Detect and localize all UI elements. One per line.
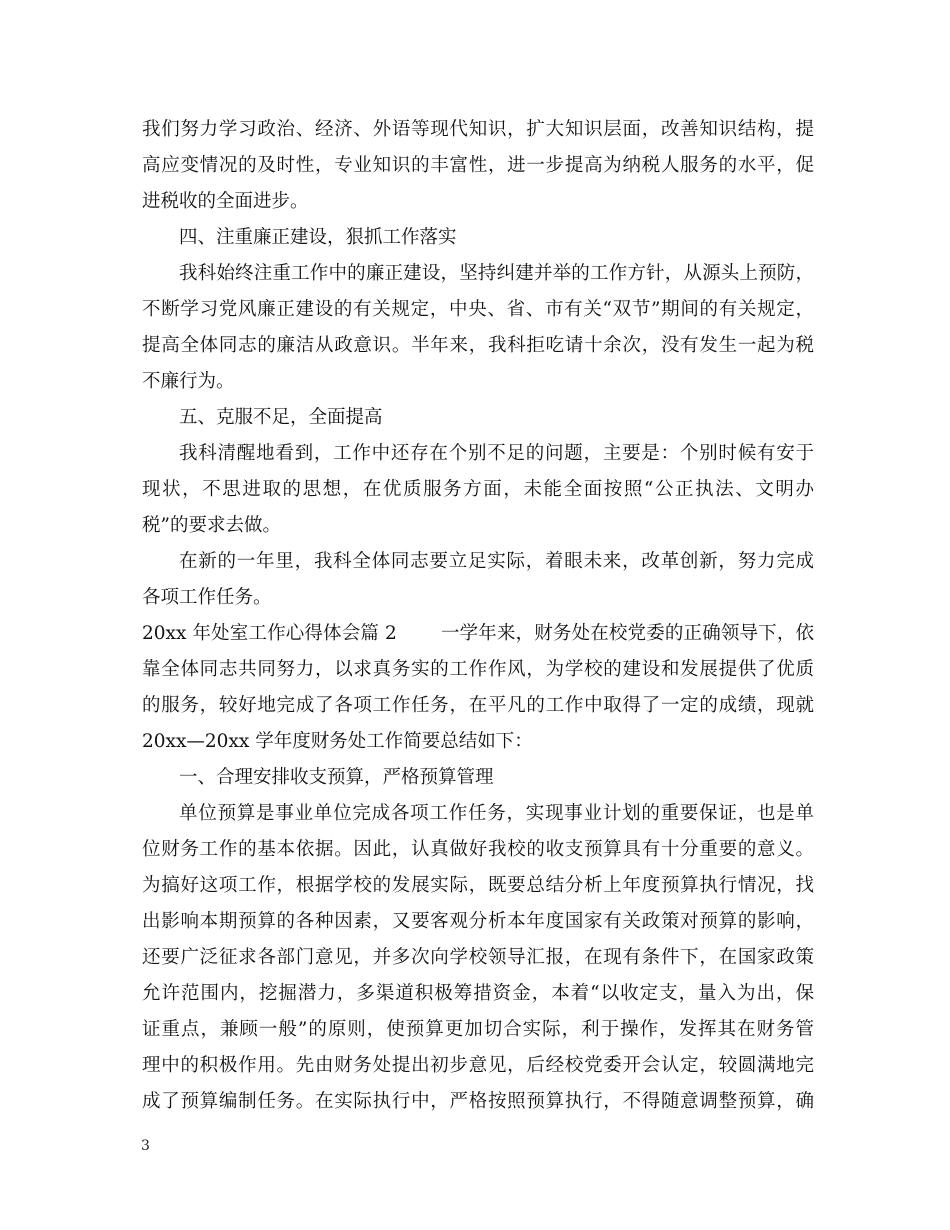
text-line: 单位预算是事业单位完成各项工作任务，实现事业计划的重要保证，也是单: [179, 803, 814, 824]
text-line: 位财务工作的基本依据。因此，认真做好我校的收支预算具有十分重要的意义。: [142, 839, 814, 860]
text-line: [142, 616, 814, 652]
text-line: 证重点，兼顾一般”的原则，使预算更加切合实际，利于操作，发挥其在财务管: [142, 1019, 814, 1040]
text-line: 在新的一年里，我科全体同志要立足实际，着眼未来，改革创新，努力完成: [179, 551, 814, 572]
text-line: 各项工作任务。: [142, 587, 272, 608]
text-line: 允许范围内，挖掘潜力，多渠道积极筹措资金，本着“以收定支，量入为出，保: [142, 983, 814, 1004]
document-page: [142, 112, 814, 1120]
section-heading: 20xx 年处室工作心得体会篇 2: [142, 623, 397, 644]
text-line: 五、克服不足，全面提高: [179, 407, 383, 428]
text-line: 高应变情况的及时性，专业知识的丰富性，进一步提高为纳税人服务的水平，促: [142, 155, 814, 176]
page-number: 3: [141, 1138, 150, 1154]
text-line: 靠全体同志共同努力，以求真务实的工作作风，为学校的建设和发展提供了优质: [142, 659, 814, 680]
text-line: 我们努力学习政治、经济、外语等现代知识，扩大知识层面，改善知识结构，提: [142, 119, 814, 140]
text-line: 的服务，较好地完成了各项工作任务，在平凡的工作中取得了一定的成绩，现就: [142, 695, 814, 716]
text-line: 提高全体同志的廉洁从政意识。半年来，我科拒吃请十余次，没有发生一起为税: [142, 335, 814, 356]
text-line: 出影响本期预算的各种因素，又要客观分析本年度国家有关政策对预算的影响，: [142, 911, 814, 932]
text-line: 税”的要求去做。: [142, 515, 281, 536]
text-line: 不断学习党风廉正建设的有关规定，中央、省、市有关“双节”期间的有关规定，: [142, 299, 814, 320]
text-line: 还要广泛征求各部门意见，并多次向学校领导汇报，在现有条件下，在国家政策: [142, 947, 814, 968]
text-line: 一、合理安排收支预算，严格预算管理: [179, 767, 494, 788]
text-line: 现状，不思进取的思想，在优质服务方面，未能全面按照“公正执法、文明办: [142, 479, 814, 500]
text-line: 为搞好这项工作，根据学校的发展实际，既要总结分析上年度预算执行情况，找: [142, 875, 814, 896]
text-line-body: 一学年来，财务处在校党委的正确领导下，依: [440, 623, 814, 644]
text-line: 成了预算编制任务。在实际执行中，严格按照预算执行，不得随意调整预算，确: [142, 1091, 814, 1112]
text-line: 20xx—20xx 学年度财务处工作简要总结如下：: [142, 731, 533, 752]
text-line: 我科清醒地看到，工作中还存在个别不足的问题，主要是：个别时候有安于: [179, 443, 814, 464]
text-line: 理中的积极作用。先由财务处提出初步意见，后经校党委开会认定，较圆满地完: [142, 1055, 814, 1076]
text-line: 我科始终注重工作中的廉正建设，坚持纠建并举的工作方针，从源头上预防，: [179, 263, 814, 284]
text-line: 四、注重廉正建设，狠抓工作落实: [179, 227, 457, 248]
text-line: 进税收的全面进步。: [142, 191, 309, 212]
text-line: 不廉行为。: [142, 371, 235, 392]
